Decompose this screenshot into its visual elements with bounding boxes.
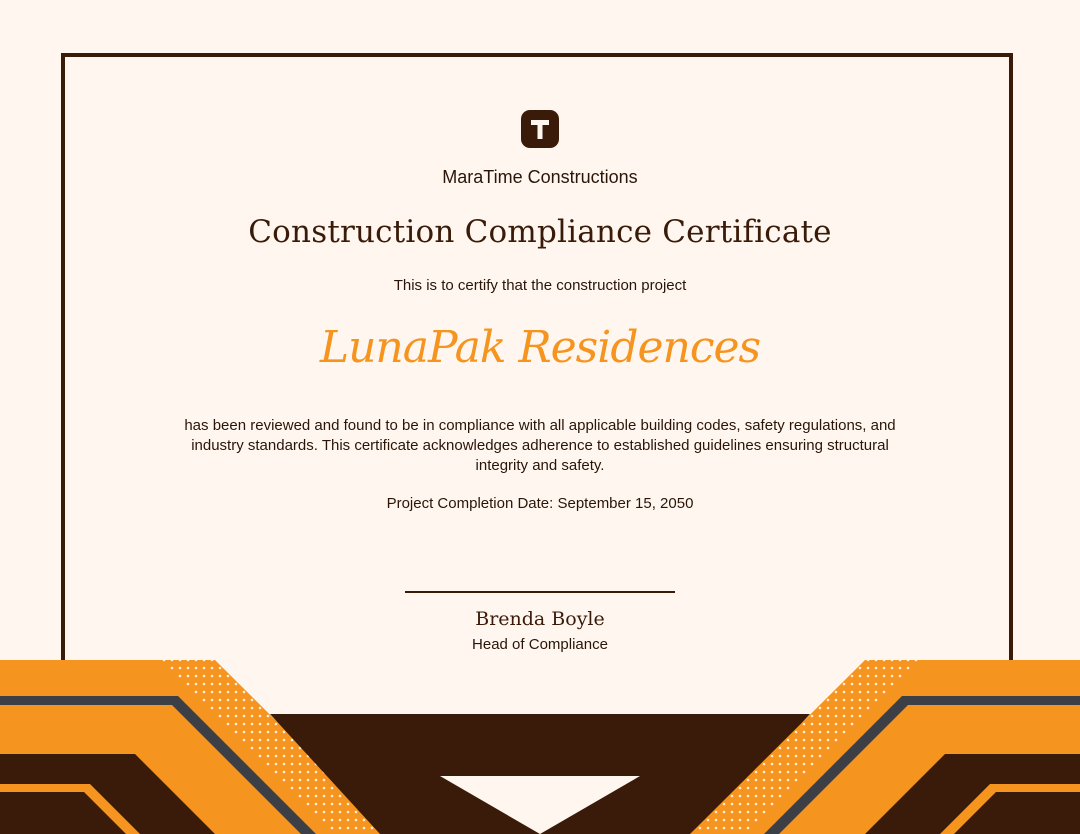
company-logo-icon — [521, 110, 559, 148]
compliance-statement: has been reviewed and found to be in compliance with all applicable building codes, safety regulations, and industry standards. This certificate acknowledges adherence to established guidelines ensuring structural integrity and safety. — [184, 417, 896, 474]
signature-line — [405, 591, 675, 593]
completion-date: Project Completion Date: September 15, 2050 — [386, 495, 694, 512]
signer-name: Brenda Boyle — [475, 608, 605, 630]
project-name: LunaPak Residences — [319, 322, 761, 373]
certificate-title: Construction Compliance Certificate — [248, 214, 832, 250]
company-name: MaraTime Constructions — [442, 167, 638, 187]
signer-role: Head of Compliance — [472, 636, 608, 653]
certify-intro: This is to certify that the construction project — [393, 277, 687, 294]
